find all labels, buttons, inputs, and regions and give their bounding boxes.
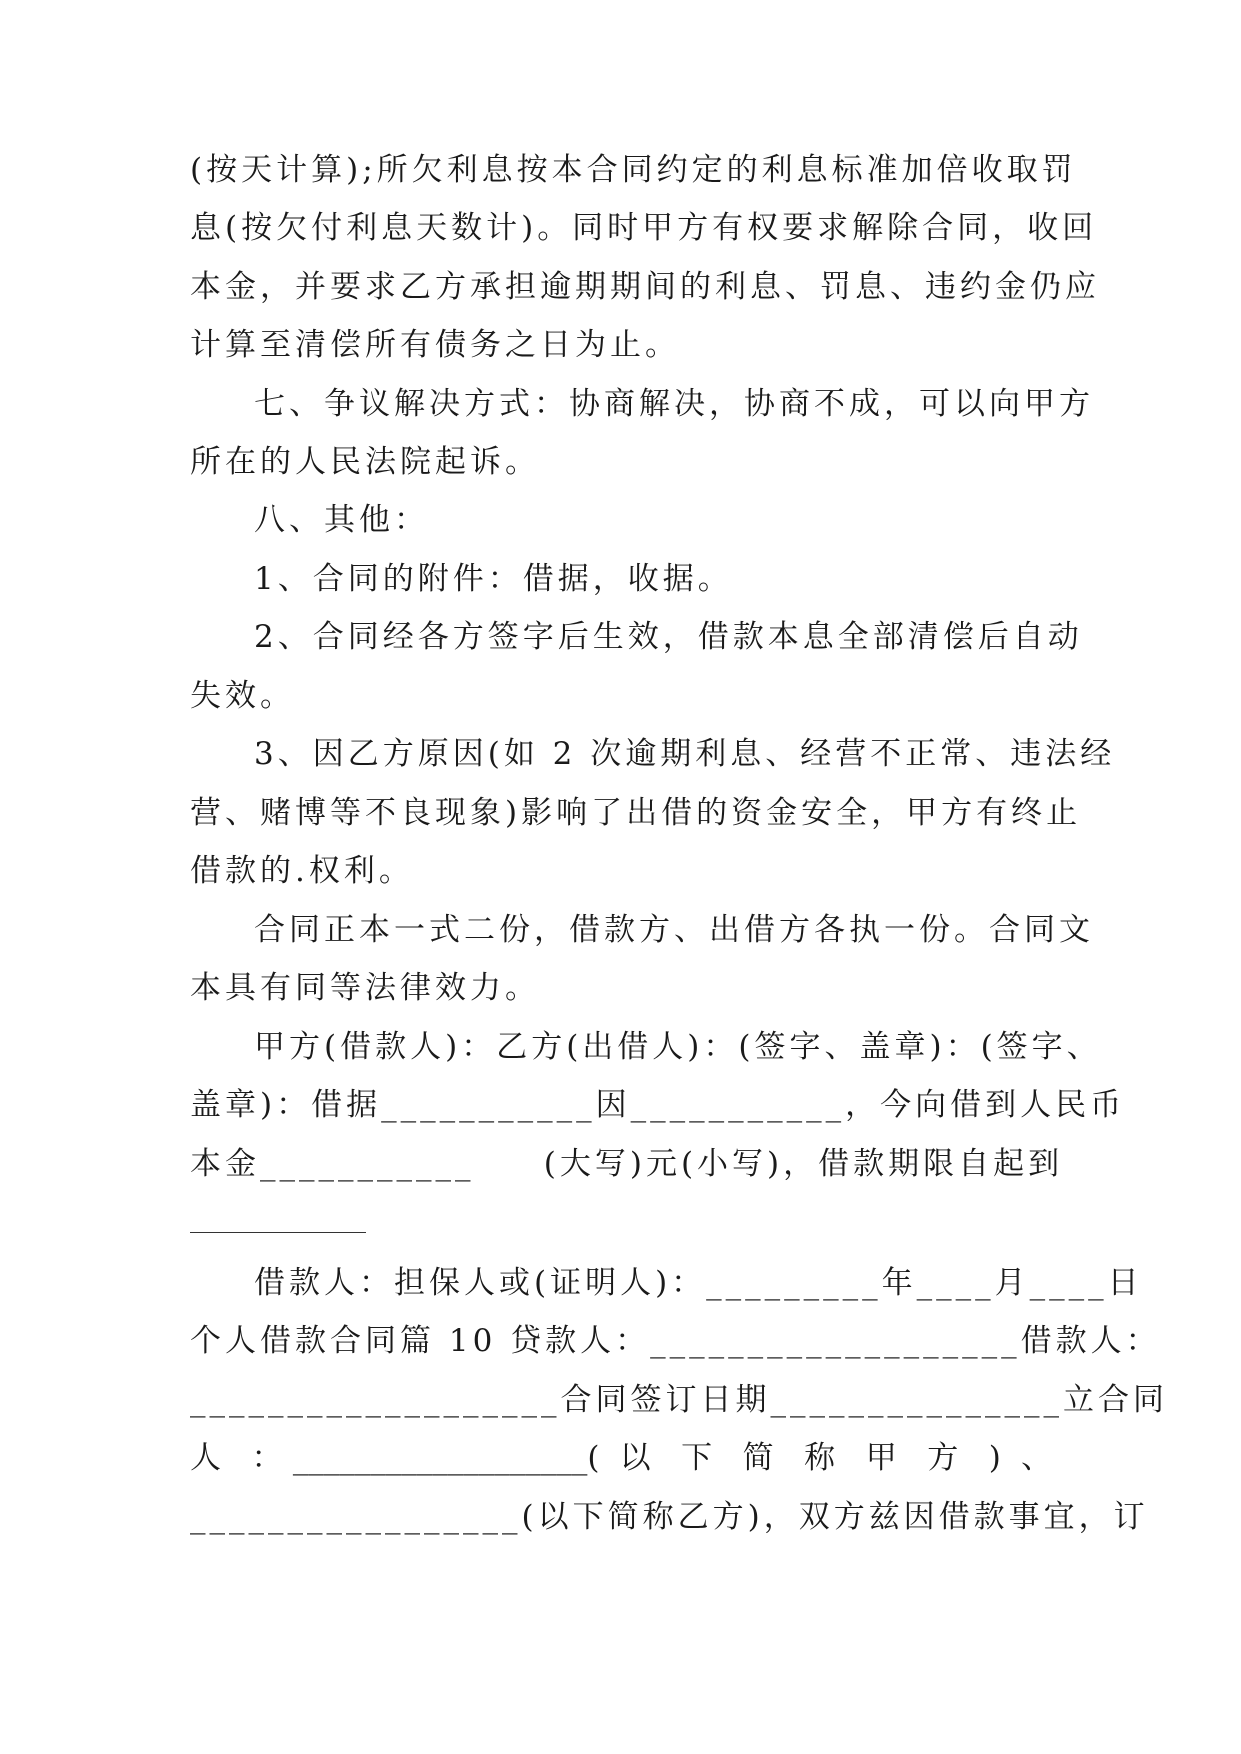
text-line: 本金，并要求乙方承担逾期期间的利息、罚息、违约金仍应 <box>190 269 1100 305</box>
text-line: 借款人：担保人或(证明人)：_________年____月____日 <box>254 1265 1143 1301</box>
text-line: 失效。 <box>190 678 295 714</box>
text-line: ___________________合同签订日期_______________立合同 <box>190 1382 1168 1418</box>
text-line: 1、合同的附件：借据，收据。 <box>254 561 733 597</box>
text-line: 本具有同等法律效力。 <box>190 970 540 1006</box>
text-line: 本金___________ (大写)元(小写)，借款期限自起到 <box>190 1146 1064 1182</box>
text-line: 八、其他： <box>254 502 429 538</box>
text-line: 甲方(借款人)：乙方(出借人)：(签字、盖章)：(签字、 <box>254 1029 1102 1065</box>
text-line: 计算至清偿所有债务之日为止。 <box>190 327 680 363</box>
text-line: 人 ：___________________( 以 下 简 称 甲 方 ) 、 <box>190 1440 1052 1476</box>
blank-rule <box>190 1232 366 1233</box>
text-line: 借款的.权利。 <box>190 853 414 889</box>
text-line: _________________(以下简称乙方)，双方兹因借款事宜，订 <box>190 1499 1149 1535</box>
text-line: (按天计算);所欠利息按本合同约定的利息标准加倍收取罚 <box>190 152 1077 188</box>
text-line: 营、赌博等不良现象)影响了出借的资金安全，甲方有终止 <box>190 795 1082 831</box>
text-line: 七、争议解决方式：协商解决，协商不成，可以向甲方 <box>254 386 1094 422</box>
text-line: 2、合同经各方签字后生效，借款本息全部清偿后自动 <box>254 619 1083 655</box>
text-line: 息(按欠付利息天数计)。同时甲方有权要求解除合同，收回 <box>190 210 1098 246</box>
text-line: 3、因乙方原因(如 2 次逾期利息、经营不正常、违法经 <box>254 736 1116 772</box>
text-line: 个人借款合同篇 10 贷款人：___________________借款人： <box>190 1323 1161 1359</box>
text-line: 所在的人民法院起诉。 <box>190 444 540 480</box>
text-line: 盖章)：借据___________因___________，今向借到人民币 <box>190 1087 1126 1123</box>
text-line: 合同正本一式二份，借款方、出借方各执一份。合同文 <box>254 912 1094 948</box>
